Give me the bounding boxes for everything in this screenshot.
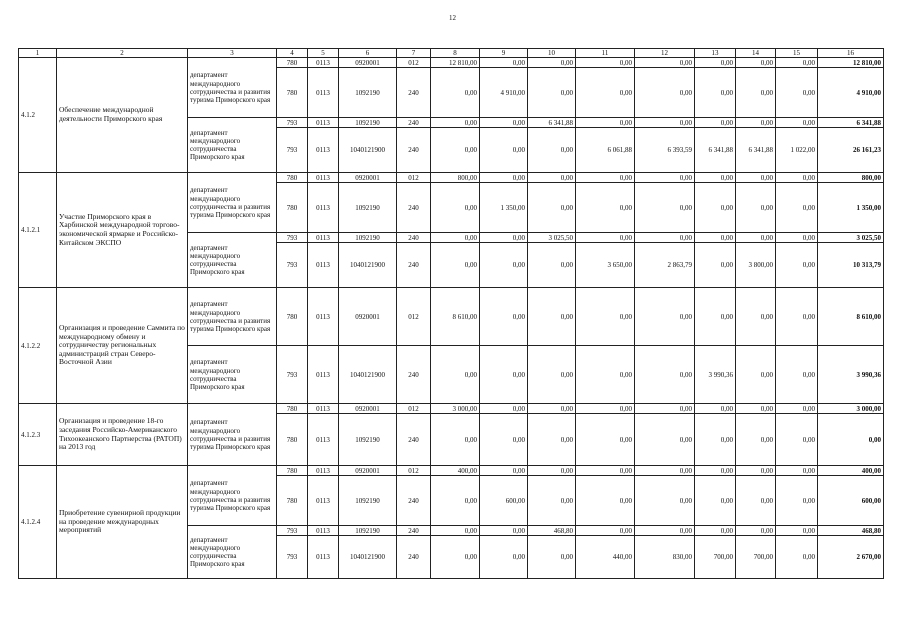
value-cell: 0,00 [776, 118, 818, 128]
column-header: 1 [19, 49, 57, 58]
column-header: 13 [695, 49, 736, 58]
value-cell: 0,00 [431, 183, 480, 233]
value-cell: 0,00 [695, 288, 736, 346]
value-cell: 3 990,36 [695, 346, 736, 404]
value-cell: 0,00 [480, 346, 528, 404]
value-cell: 0,00 [736, 58, 776, 68]
value-cell: 0,00 [736, 118, 776, 128]
value-cell: 0,00 [695, 58, 736, 68]
department-cell: департамент международного сотрудничества и развития туризма Приморского края [188, 466, 277, 526]
value-cell: 0,00 [736, 288, 776, 346]
item-name-cell: Обеспечение международной деятельности Приморского края [57, 58, 188, 173]
value-cell: 800,00 [431, 173, 480, 183]
value-cell: 0920001 [339, 288, 397, 346]
column-header: 11 [576, 49, 635, 58]
value-cell: 0,00 [431, 414, 480, 466]
value-cell: 0,00 [736, 68, 776, 118]
value-cell: 6 341,88 [528, 118, 576, 128]
value-cell: 0,00 [695, 526, 736, 536]
value-cell: 0,00 [776, 243, 818, 288]
value-cell: 0,00 [480, 404, 528, 414]
value-cell: 0,00 [695, 183, 736, 233]
column-header: 5 [308, 49, 339, 58]
total-cell: 4 910,00 [818, 68, 884, 118]
value-cell: 0,00 [576, 173, 635, 183]
value-cell: 793 [277, 118, 308, 128]
item-number-cell: 4.1.2.3 [19, 404, 57, 466]
value-cell: 0113 [308, 346, 339, 404]
column-header: 15 [776, 49, 818, 58]
value-cell: 0,00 [480, 288, 528, 346]
value-cell: 0,00 [635, 233, 695, 243]
item-number-cell: 4.1.2 [19, 58, 57, 173]
value-cell: 468,80 [528, 526, 576, 536]
value-cell: 0,00 [695, 466, 736, 476]
value-cell: 0113 [308, 526, 339, 536]
value-cell: 0113 [308, 466, 339, 476]
item-number-cell: 4.1.2.1 [19, 173, 57, 288]
value-cell: 0,00 [528, 346, 576, 404]
value-cell: 0,00 [635, 58, 695, 68]
value-cell: 3 650,00 [576, 243, 635, 288]
value-cell: 0,00 [576, 414, 635, 466]
value-cell: 0,00 [576, 466, 635, 476]
total-cell: 8 610,00 [818, 288, 884, 346]
department-cell: департамент международного сотрудничества и развития туризма Приморского края [188, 288, 277, 346]
total-cell: 600,00 [818, 476, 884, 526]
value-cell: 0,00 [635, 526, 695, 536]
value-cell: 780 [277, 288, 308, 346]
total-cell: 12 810,00 [818, 58, 884, 68]
value-cell: 1 350,00 [480, 183, 528, 233]
value-cell: 0,00 [528, 414, 576, 466]
value-cell: 0,00 [736, 404, 776, 414]
value-cell: 0113 [308, 58, 339, 68]
value-cell: 240 [397, 68, 431, 118]
total-cell: 800,00 [818, 173, 884, 183]
value-cell: 1040121900 [339, 243, 397, 288]
value-cell: 0,00 [480, 233, 528, 243]
value-cell: 6 341,88 [736, 128, 776, 173]
department-cell: департамент международного сотрудничества Приморского края [188, 118, 277, 173]
value-cell: 240 [397, 414, 431, 466]
value-cell: 0113 [308, 404, 339, 414]
value-cell: 0,00 [736, 173, 776, 183]
total-cell: 400,00 [818, 466, 884, 476]
value-cell: 0920001 [339, 58, 397, 68]
value-cell: 0113 [308, 128, 339, 173]
value-cell: 1040121900 [339, 346, 397, 404]
value-cell: 1 022,00 [776, 128, 818, 173]
value-cell: 0113 [308, 414, 339, 466]
value-cell: 0,00 [480, 536, 528, 579]
value-cell: 0,00 [736, 183, 776, 233]
value-cell: 240 [397, 536, 431, 579]
value-cell: 0,00 [576, 233, 635, 243]
value-cell: 0,00 [576, 68, 635, 118]
budget-table [18, 48, 884, 579]
value-cell: 793 [277, 526, 308, 536]
value-cell: 0113 [308, 476, 339, 526]
value-cell: 0,00 [635, 68, 695, 118]
value-cell: 3 025,50 [528, 233, 576, 243]
value-cell: 0,00 [431, 526, 480, 536]
value-cell: 793 [277, 128, 308, 173]
value-cell: 012 [397, 466, 431, 476]
value-cell: 0,00 [776, 526, 818, 536]
value-cell: 780 [277, 183, 308, 233]
value-cell: 0,00 [528, 68, 576, 118]
value-cell: 0,00 [776, 346, 818, 404]
department-cell: департамент международного сотрудничества и развития туризма Приморского края [188, 404, 277, 466]
value-cell: 0113 [308, 118, 339, 128]
value-cell: 1092190 [339, 414, 397, 466]
value-cell: 1092190 [339, 118, 397, 128]
value-cell: 1092190 [339, 183, 397, 233]
total-cell: 1 350,00 [818, 183, 884, 233]
value-cell: 0,00 [576, 288, 635, 346]
item-name-cell: Организация и проведение Саммита по международному обмену и сотрудничеству региональных администраций стран Северо-Восточной Азии [57, 288, 188, 404]
value-cell: 3 800,00 [736, 243, 776, 288]
value-cell: 0,00 [695, 404, 736, 414]
value-cell: 0,00 [635, 173, 695, 183]
table-row [19, 404, 884, 414]
value-cell: 0,00 [635, 183, 695, 233]
total-cell: 0,00 [818, 414, 884, 466]
value-cell: 240 [397, 183, 431, 233]
value-cell: 0,00 [480, 58, 528, 68]
value-cell: 0,00 [528, 128, 576, 173]
column-header: 6 [339, 49, 397, 58]
column-header-row [19, 49, 884, 58]
value-cell: 0,00 [776, 288, 818, 346]
value-cell: 0,00 [635, 466, 695, 476]
column-header: 2 [57, 49, 188, 58]
item-name-cell: Организация и проведение 18-го заседания Российско-Американского Тихоокеанского Партнерства (РАТОП) на 2013 год [57, 404, 188, 466]
table-row [19, 466, 884, 476]
value-cell: 793 [277, 243, 308, 288]
value-cell: 0,00 [431, 68, 480, 118]
value-cell: 0113 [308, 243, 339, 288]
value-cell: 0,00 [776, 233, 818, 243]
value-cell: 0,00 [576, 404, 635, 414]
value-cell: 780 [277, 404, 308, 414]
table-row [19, 58, 884, 68]
value-cell: 240 [397, 526, 431, 536]
value-cell: 0,00 [576, 346, 635, 404]
value-cell: 0,00 [635, 346, 695, 404]
item-number-cell: 4.1.2.4 [19, 466, 57, 579]
value-cell: 0,00 [576, 58, 635, 68]
value-cell: 0920001 [339, 466, 397, 476]
value-cell: 780 [277, 476, 308, 526]
value-cell: 780 [277, 414, 308, 466]
value-cell: 1092190 [339, 526, 397, 536]
total-cell: 468,80 [818, 526, 884, 536]
column-header: 12 [635, 49, 695, 58]
value-cell: 0,00 [576, 476, 635, 526]
value-cell: 793 [277, 536, 308, 579]
value-cell: 0,00 [431, 536, 480, 579]
value-cell: 780 [277, 58, 308, 68]
value-cell: 0,00 [776, 404, 818, 414]
value-cell: 0,00 [480, 414, 528, 466]
value-cell: 700,00 [695, 536, 736, 579]
value-cell: 0,00 [431, 233, 480, 243]
column-header: 16 [818, 49, 884, 58]
value-cell: 3 000,00 [431, 404, 480, 414]
column-header: 3 [188, 49, 277, 58]
column-header: 9 [480, 49, 528, 58]
value-cell: 6 061,88 [576, 128, 635, 173]
value-cell: 12 810,00 [431, 58, 480, 68]
value-cell: 0,00 [776, 536, 818, 579]
value-cell: 4 910,00 [480, 68, 528, 118]
column-header: 10 [528, 49, 576, 58]
value-cell: 0,00 [776, 414, 818, 466]
value-cell: 0,00 [480, 128, 528, 173]
value-cell: 0,00 [695, 68, 736, 118]
value-cell: 0,00 [528, 173, 576, 183]
value-cell: 240 [397, 346, 431, 404]
value-cell: 0,00 [635, 404, 695, 414]
value-cell: 0,00 [576, 526, 635, 536]
value-cell: 0920001 [339, 173, 397, 183]
value-cell: 0,00 [480, 118, 528, 128]
value-cell: 0,00 [576, 183, 635, 233]
value-cell: 0,00 [480, 526, 528, 536]
value-cell: 0,00 [528, 243, 576, 288]
value-cell: 0,00 [528, 476, 576, 526]
value-cell: 0,00 [776, 476, 818, 526]
value-cell: 240 [397, 476, 431, 526]
table-row [19, 173, 884, 183]
item-name-cell: Приобретение сувенирной продукции на проведение международных мероприятий [57, 466, 188, 579]
value-cell: 1092190 [339, 68, 397, 118]
value-cell: 0,00 [528, 466, 576, 476]
value-cell: 0920001 [339, 404, 397, 414]
value-cell: 0,00 [776, 183, 818, 233]
value-cell: 240 [397, 233, 431, 243]
total-cell: 6 341,88 [818, 118, 884, 128]
value-cell: 780 [277, 173, 308, 183]
value-cell: 830,00 [635, 536, 695, 579]
value-cell: 793 [277, 346, 308, 404]
value-cell: 0,00 [528, 404, 576, 414]
value-cell: 0113 [308, 288, 339, 346]
value-cell: 1092190 [339, 476, 397, 526]
value-cell: 8 610,00 [431, 288, 480, 346]
value-cell: 793 [277, 233, 308, 243]
value-cell: 2 863,79 [635, 243, 695, 288]
total-cell: 10 313,79 [818, 243, 884, 288]
value-cell: 0,00 [635, 414, 695, 466]
column-header: 14 [736, 49, 776, 58]
value-cell: 0,00 [736, 346, 776, 404]
total-cell: 3 000,00 [818, 404, 884, 414]
value-cell: 012 [397, 173, 431, 183]
total-cell: 26 161,23 [818, 128, 884, 173]
value-cell: 0,00 [776, 58, 818, 68]
page-number: 12 [449, 14, 456, 22]
value-cell: 0113 [308, 68, 339, 118]
value-cell: 0,00 [736, 526, 776, 536]
value-cell: 0113 [308, 233, 339, 243]
value-cell: 012 [397, 58, 431, 68]
value-cell: 0,00 [431, 476, 480, 526]
value-cell: 0,00 [736, 466, 776, 476]
value-cell: 600,00 [480, 476, 528, 526]
value-cell: 0,00 [480, 466, 528, 476]
value-cell: 0,00 [695, 233, 736, 243]
value-cell: 0,00 [695, 118, 736, 128]
item-name-cell: Участие Приморского края в Харбинской международной торгово-экономической ярмарке и Российско-Китайском ЭКСПО [57, 173, 188, 288]
total-cell: 3 990,36 [818, 346, 884, 404]
value-cell: 0,00 [480, 173, 528, 183]
column-header: 8 [431, 49, 480, 58]
value-cell: 0,00 [431, 118, 480, 128]
value-cell: 240 [397, 118, 431, 128]
value-cell: 0,00 [528, 183, 576, 233]
department-cell: департамент международного сотрудничества Приморского края [188, 233, 277, 288]
value-cell: 0113 [308, 183, 339, 233]
department-cell: департамент международного сотрудничества Приморского края [188, 346, 277, 404]
item-number-cell: 4.1.2.2 [19, 288, 57, 404]
value-cell: 240 [397, 128, 431, 173]
value-cell: 0,00 [776, 68, 818, 118]
department-cell: департамент международного сотрудничества и развития туризма Приморского края [188, 58, 277, 118]
value-cell: 6 393,59 [635, 128, 695, 173]
value-cell: 0,00 [776, 173, 818, 183]
value-cell: 0,00 [695, 173, 736, 183]
value-cell: 440,00 [576, 536, 635, 579]
column-header: 7 [397, 49, 431, 58]
value-cell: 0,00 [736, 233, 776, 243]
department-cell: департамент международного сотрудничества и развития туризма Приморского края [188, 173, 277, 233]
value-cell: 012 [397, 288, 431, 346]
value-cell: 0,00 [528, 288, 576, 346]
value-cell: 0,00 [576, 118, 635, 128]
value-cell: 0,00 [431, 243, 480, 288]
value-cell: 400,00 [431, 466, 480, 476]
value-cell: 0,00 [431, 128, 480, 173]
value-cell: 012 [397, 404, 431, 414]
value-cell: 0,00 [528, 58, 576, 68]
value-cell: 0,00 [736, 414, 776, 466]
value-cell: 780 [277, 466, 308, 476]
total-cell: 2 670,00 [818, 536, 884, 579]
value-cell: 0113 [308, 536, 339, 579]
value-cell: 780 [277, 68, 308, 118]
value-cell: 0,00 [431, 346, 480, 404]
value-cell: 0,00 [695, 414, 736, 466]
value-cell: 0,00 [776, 466, 818, 476]
value-cell: 0,00 [480, 243, 528, 288]
value-cell: 0,00 [528, 536, 576, 579]
value-cell: 240 [397, 243, 431, 288]
total-cell: 3 025,50 [818, 233, 884, 243]
value-cell: 0,00 [635, 476, 695, 526]
value-cell: 1040121900 [339, 536, 397, 579]
table-row [19, 288, 884, 346]
value-cell: 0,00 [736, 476, 776, 526]
value-cell: 6 341,88 [695, 128, 736, 173]
value-cell: 0,00 [635, 118, 695, 128]
value-cell: 0113 [308, 173, 339, 183]
column-header: 4 [277, 49, 308, 58]
value-cell: 700,00 [736, 536, 776, 579]
department-cell: департамент международного сотрудничества Приморского края [188, 526, 277, 579]
value-cell: 0,00 [695, 243, 736, 288]
value-cell: 1092190 [339, 233, 397, 243]
value-cell: 1040121900 [339, 128, 397, 173]
value-cell: 0,00 [695, 476, 736, 526]
value-cell: 0,00 [635, 288, 695, 346]
